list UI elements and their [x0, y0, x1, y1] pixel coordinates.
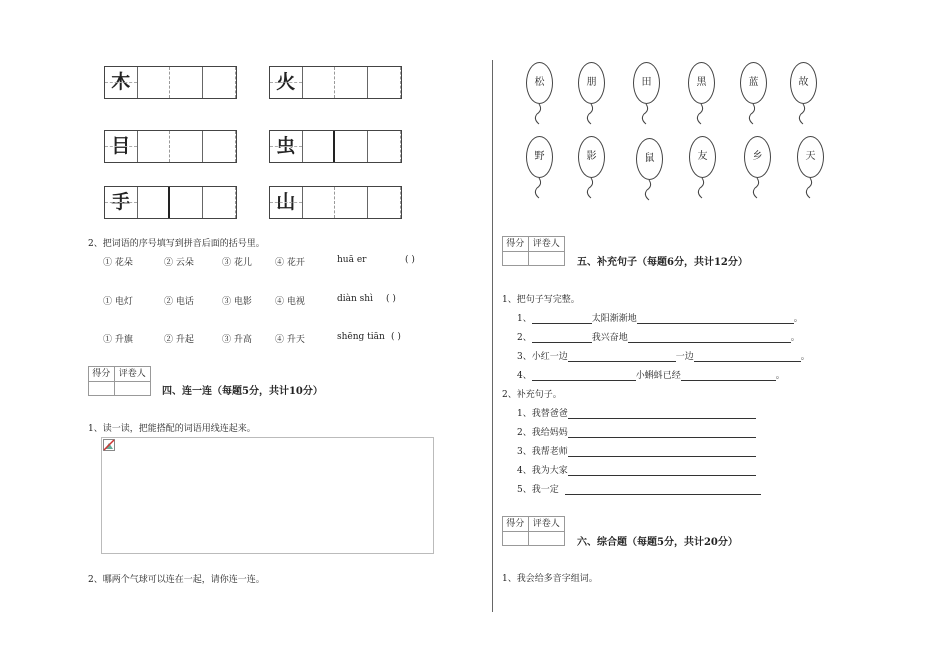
blank-line[interactable]: [568, 409, 756, 419]
section6-title: 六、综合题（每题5分，共计20分）: [577, 537, 738, 548]
complete-row-3: 3、我帮老师: [517, 444, 756, 457]
grid-character: 手: [111, 191, 131, 213]
writing-grid-4: [269, 130, 402, 163]
grid-cell: [105, 67, 138, 98]
section4-q2: 2、哪两个气球可以连在一起，请你连一连。: [88, 575, 265, 585]
balloon[interactable]: 松: [526, 62, 553, 104]
q2-row3-item1: ① 升旗: [103, 335, 133, 345]
blank-line[interactable]: [532, 333, 592, 343]
blank-line[interactable]: [565, 485, 761, 495]
balloon[interactable]: 友: [689, 136, 716, 178]
score-label: 得分: [503, 237, 528, 252]
sentence-row-2: 2、 我兴奋地 。: [517, 333, 800, 343]
image-placeholder: [101, 437, 434, 554]
score-box: [502, 236, 565, 266]
complete-row-4: 4、我为大家: [517, 463, 756, 476]
writing-grid-2: [269, 66, 402, 99]
q2-row2-item1: ① 电灯: [103, 297, 133, 307]
grader-label: 评卷人: [115, 367, 150, 382]
blank-line[interactable]: [628, 333, 791, 343]
grid-character: 火: [276, 71, 296, 93]
balloon[interactable]: 乡: [744, 136, 771, 178]
balloon-strings: [500, 174, 840, 204]
q2-title: 2、把词语的序号填写到拼音后面的括号里。: [88, 239, 265, 249]
q2-row1-item2: ② 云朵: [164, 258, 194, 268]
balloon[interactable]: 黑: [688, 62, 715, 104]
section5-q1: 1、把句子写完整。: [502, 295, 580, 305]
sentence-row-1: 1、 太阳渐渐地 。: [517, 314, 803, 324]
balloon[interactable]: 田: [633, 62, 660, 104]
blank-line[interactable]: [568, 447, 756, 457]
sentence-row-3: 3、小红一边 一边 。: [517, 352, 810, 362]
q2-row1-item4: ④ 花开: [275, 258, 305, 268]
writing-grid-3: [104, 130, 237, 163]
blank-line[interactable]: [637, 314, 794, 324]
answer-bracket[interactable]: ( ): [405, 255, 415, 265]
blank-line[interactable]: [532, 371, 636, 381]
blank-line[interactable]: [568, 352, 676, 362]
q2-row3-pinyin: shēng tiān: [337, 332, 385, 342]
q2-row3-item2: ② 升起: [164, 335, 194, 345]
balloon-strings: [500, 100, 840, 130]
section4-q1: 1、读一读，把能搭配的词语用线连起来。: [88, 424, 256, 434]
complete-row-5: 5、我一定: [517, 482, 761, 495]
answer-bracket[interactable]: ( ): [386, 294, 396, 304]
q2-row2-pinyin: diàn shì: [337, 294, 373, 304]
score-label: 得分: [89, 367, 114, 382]
section4-title: 四、连一连（每题5分，共计10分）: [162, 386, 323, 397]
sentence-row-4: 4、 小蝌蚪已经 。: [517, 371, 785, 381]
section5-title: 五、补充句子（每题6分，共计12分）: [577, 257, 748, 268]
writing-grid-5: [104, 186, 237, 219]
balloon[interactable]: 故: [790, 62, 817, 104]
section6-q1: 1、我会给多音字组词。: [502, 574, 598, 584]
balloon[interactable]: 影: [578, 136, 605, 178]
broken-image-icon: [103, 439, 115, 451]
section5-q2: 2、补充句子。: [502, 390, 562, 400]
q2-row3-item3: ③ 升高: [222, 335, 252, 345]
balloon[interactable]: 野: [526, 136, 553, 178]
blank-line[interactable]: [681, 371, 776, 381]
score-label: 得分: [503, 517, 528, 532]
writing-grid-1: [104, 66, 237, 99]
q2-row1-item1: ① 花朵: [103, 258, 133, 268]
q2-row3-item4: ④ 升天: [275, 335, 305, 345]
writing-grid-6: [269, 186, 402, 219]
q2-row1-item3: ③ 花儿: [222, 258, 252, 268]
score-box: [502, 516, 565, 546]
blank-line[interactable]: [532, 314, 592, 324]
balloon[interactable]: 天: [797, 136, 824, 178]
balloon[interactable]: 鼠: [636, 138, 663, 180]
q2-row2-item3: ③ 电影: [222, 297, 252, 307]
grid-character: 虫: [276, 135, 296, 157]
grid-character: 木: [111, 71, 131, 93]
answer-bracket[interactable]: ( ): [391, 332, 401, 342]
score-box: [88, 366, 151, 396]
complete-row-2: 2、我给妈妈: [517, 425, 756, 438]
blank-line[interactable]: [694, 352, 801, 362]
q2-row2-item2: ② 电话: [164, 297, 194, 307]
balloon[interactable]: 朋: [578, 62, 605, 104]
balloon[interactable]: 蓝: [740, 62, 767, 104]
blank-line[interactable]: [568, 428, 756, 438]
grader-label: 评卷人: [529, 237, 564, 252]
grader-label: 评卷人: [529, 517, 564, 532]
column-divider: [492, 60, 493, 612]
complete-row-1: 1、我替爸爸: [517, 406, 756, 419]
q2-row2-item4: ④ 电视: [275, 297, 305, 307]
blank-line[interactable]: [568, 466, 756, 476]
q2-row1-pinyin: huā er: [337, 255, 367, 265]
grid-character: 山: [276, 191, 296, 213]
grid-character: 目: [111, 135, 131, 157]
